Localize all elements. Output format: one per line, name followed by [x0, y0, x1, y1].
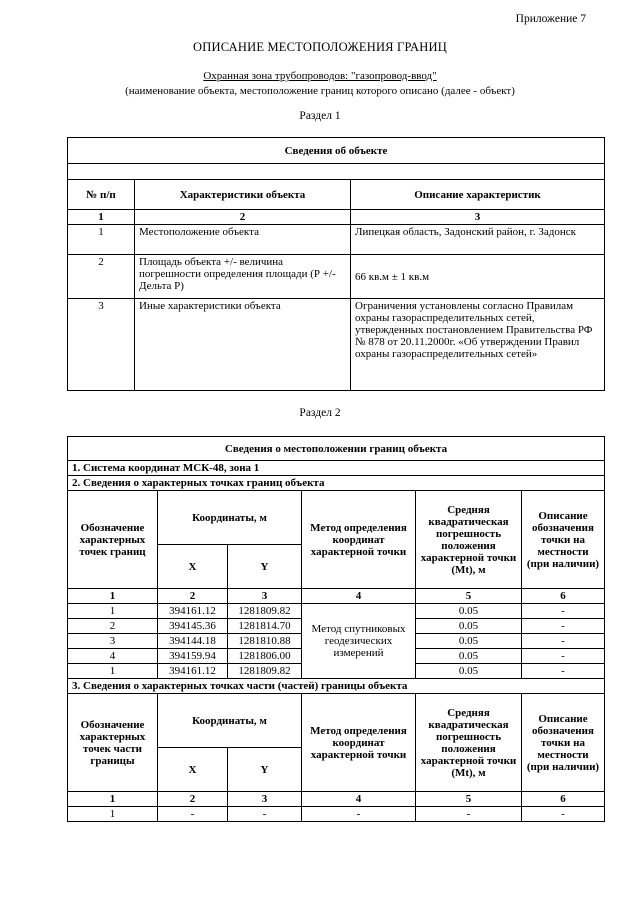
- col-header-number: № п/п: [68, 180, 135, 210]
- point-y: 1281809.82: [228, 604, 302, 619]
- col-header-method: Метод определения координат характерной точки: [302, 694, 416, 792]
- col-number: 6: [522, 589, 605, 604]
- row-characteristic: Площадь объекта +/- величина погрешности определения площади (Р +/- Дельта Р): [135, 255, 351, 299]
- document-title: ОПИСАНИЕ МЕСТОПОЛОЖЕНИЯ ГРАНИЦ: [193, 40, 447, 54]
- row-number: 3: [68, 299, 135, 391]
- object-info-table: [67, 137, 605, 391]
- point-id: 4: [68, 649, 158, 664]
- row-description: Ограничения установлены согласно Правилам охраны газораспределительных сетей, утвержденных постановлением Правительства РФ № 878 от 20.11.2000г. «Об утверждении Правил охраны газораспределительных сетей»: [351, 299, 605, 391]
- col-number: 5: [416, 792, 522, 807]
- row-description: Липецкая область, Задонский район, г. Задонск: [351, 225, 605, 255]
- point-id: 1: [68, 664, 158, 679]
- col-number: 4: [302, 589, 416, 604]
- part-point-id: 1: [68, 807, 158, 822]
- col-header-y: Y: [228, 748, 302, 792]
- table-row: [68, 225, 605, 255]
- col-number: 6: [522, 792, 605, 807]
- col-number: 5: [416, 589, 522, 604]
- col-number: 1: [68, 210, 135, 225]
- section2-heading: Раздел 2: [299, 407, 341, 419]
- point-x: 394144.18: [158, 634, 228, 649]
- point-x: 394161.12: [158, 604, 228, 619]
- col-number: 2: [158, 792, 228, 807]
- col-header-part-point: Обозначение характерных точек части границы: [68, 694, 158, 792]
- point-error: 0.05: [416, 649, 522, 664]
- part-point-y: -: [228, 807, 302, 822]
- point-error: 0.05: [416, 664, 522, 679]
- col-header-y: Y: [228, 545, 302, 589]
- col-header-point-description: Описание обозначения точки на местности (при наличии): [522, 491, 605, 589]
- object-info-title: Сведения об объекте: [68, 138, 605, 164]
- col-header-coordinates: Координаты, м: [158, 694, 302, 748]
- col-header-point-description: Описание обозначения точки на местности (при наличии): [522, 694, 605, 792]
- spacer-row: [68, 164, 605, 180]
- point-y: 1281809.82: [228, 664, 302, 679]
- col-number: 3: [228, 792, 302, 807]
- part-point-method: -: [302, 807, 416, 822]
- row-number: 1: [68, 225, 135, 255]
- point-description: -: [522, 604, 605, 619]
- part-point-x: -: [158, 807, 228, 822]
- point-x: 394159.94: [158, 649, 228, 664]
- col-header-description: Описание характеристик: [351, 180, 605, 210]
- point-error: 0.05: [416, 604, 522, 619]
- point-y: 1281814.70: [228, 619, 302, 634]
- boundary-table-title: Сведения о местоположении границ объекта: [68, 437, 605, 461]
- col-number: 1: [68, 589, 158, 604]
- point-id: 1: [68, 604, 158, 619]
- points-section-title: 2. Сведения о характерных точках границ объекта: [68, 476, 605, 491]
- col-number: 2: [158, 589, 228, 604]
- col-header-characteristic: Характеристики объекта: [135, 180, 351, 210]
- boundary-table: [67, 436, 605, 822]
- table-row: [68, 807, 605, 822]
- col-number: 4: [302, 792, 416, 807]
- point-error: 0.05: [416, 619, 522, 634]
- row-characteristic: Местоположение объекта: [135, 225, 351, 255]
- col-header-error: Средняя квадратическая погрешность положения характерной точки (Mt), м: [416, 694, 522, 792]
- coordinate-system: 1. Система координат МСК-48, зона 1: [68, 461, 605, 476]
- part-point-error: -: [416, 807, 522, 822]
- col-header-point: Обозначение характерных точек границ: [68, 491, 158, 589]
- col-header-method: Метод определения координат характерной точки: [302, 491, 416, 589]
- col-number: 2: [135, 210, 351, 225]
- parts-section-title: 3. Сведения о характерных точках части (частей) границы объекта: [68, 679, 605, 694]
- point-description: -: [522, 649, 605, 664]
- point-description: -: [522, 634, 605, 649]
- row-description: 66 кв.м ± 1 кв.м: [351, 255, 605, 299]
- table-row: [68, 604, 605, 619]
- object-name: [0, 70, 640, 82]
- point-description: -: [522, 664, 605, 679]
- col-header-coordinates: Координаты, м: [158, 491, 302, 545]
- appendix-label: Приложение 7: [515, 13, 586, 25]
- object-name-text: Охранная зона трубопроводов: "газопровод-ввод": [203, 70, 437, 82]
- col-number: 3: [228, 589, 302, 604]
- table-row: [68, 255, 605, 299]
- col-number: 1: [68, 792, 158, 807]
- col-header-x: X: [158, 748, 228, 792]
- section1-heading: Раздел 1: [299, 110, 341, 122]
- point-description: -: [522, 619, 605, 634]
- point-method: Метод спутниковых геодезических измерений: [302, 604, 416, 679]
- col-number: 3: [351, 210, 605, 225]
- row-number: 2: [68, 255, 135, 299]
- row-characteristic: Иные характеристики объекта: [135, 299, 351, 391]
- point-y: 1281810.88: [228, 634, 302, 649]
- table-row: [68, 299, 605, 391]
- col-header-x: X: [158, 545, 228, 589]
- point-id: 3: [68, 634, 158, 649]
- object-name-note: (наименование объекта, местоположение границ которого описано (далее - объект): [125, 85, 515, 97]
- point-id: 2: [68, 619, 158, 634]
- point-y: 1281806.00: [228, 649, 302, 664]
- col-header-error: Средняя квадратическая погрешность положения характерной точки (Mt), м: [416, 491, 522, 589]
- point-x: 394145.36: [158, 619, 228, 634]
- part-point-description: -: [522, 807, 605, 822]
- point-x: 394161.12: [158, 664, 228, 679]
- point-error: 0.05: [416, 634, 522, 649]
